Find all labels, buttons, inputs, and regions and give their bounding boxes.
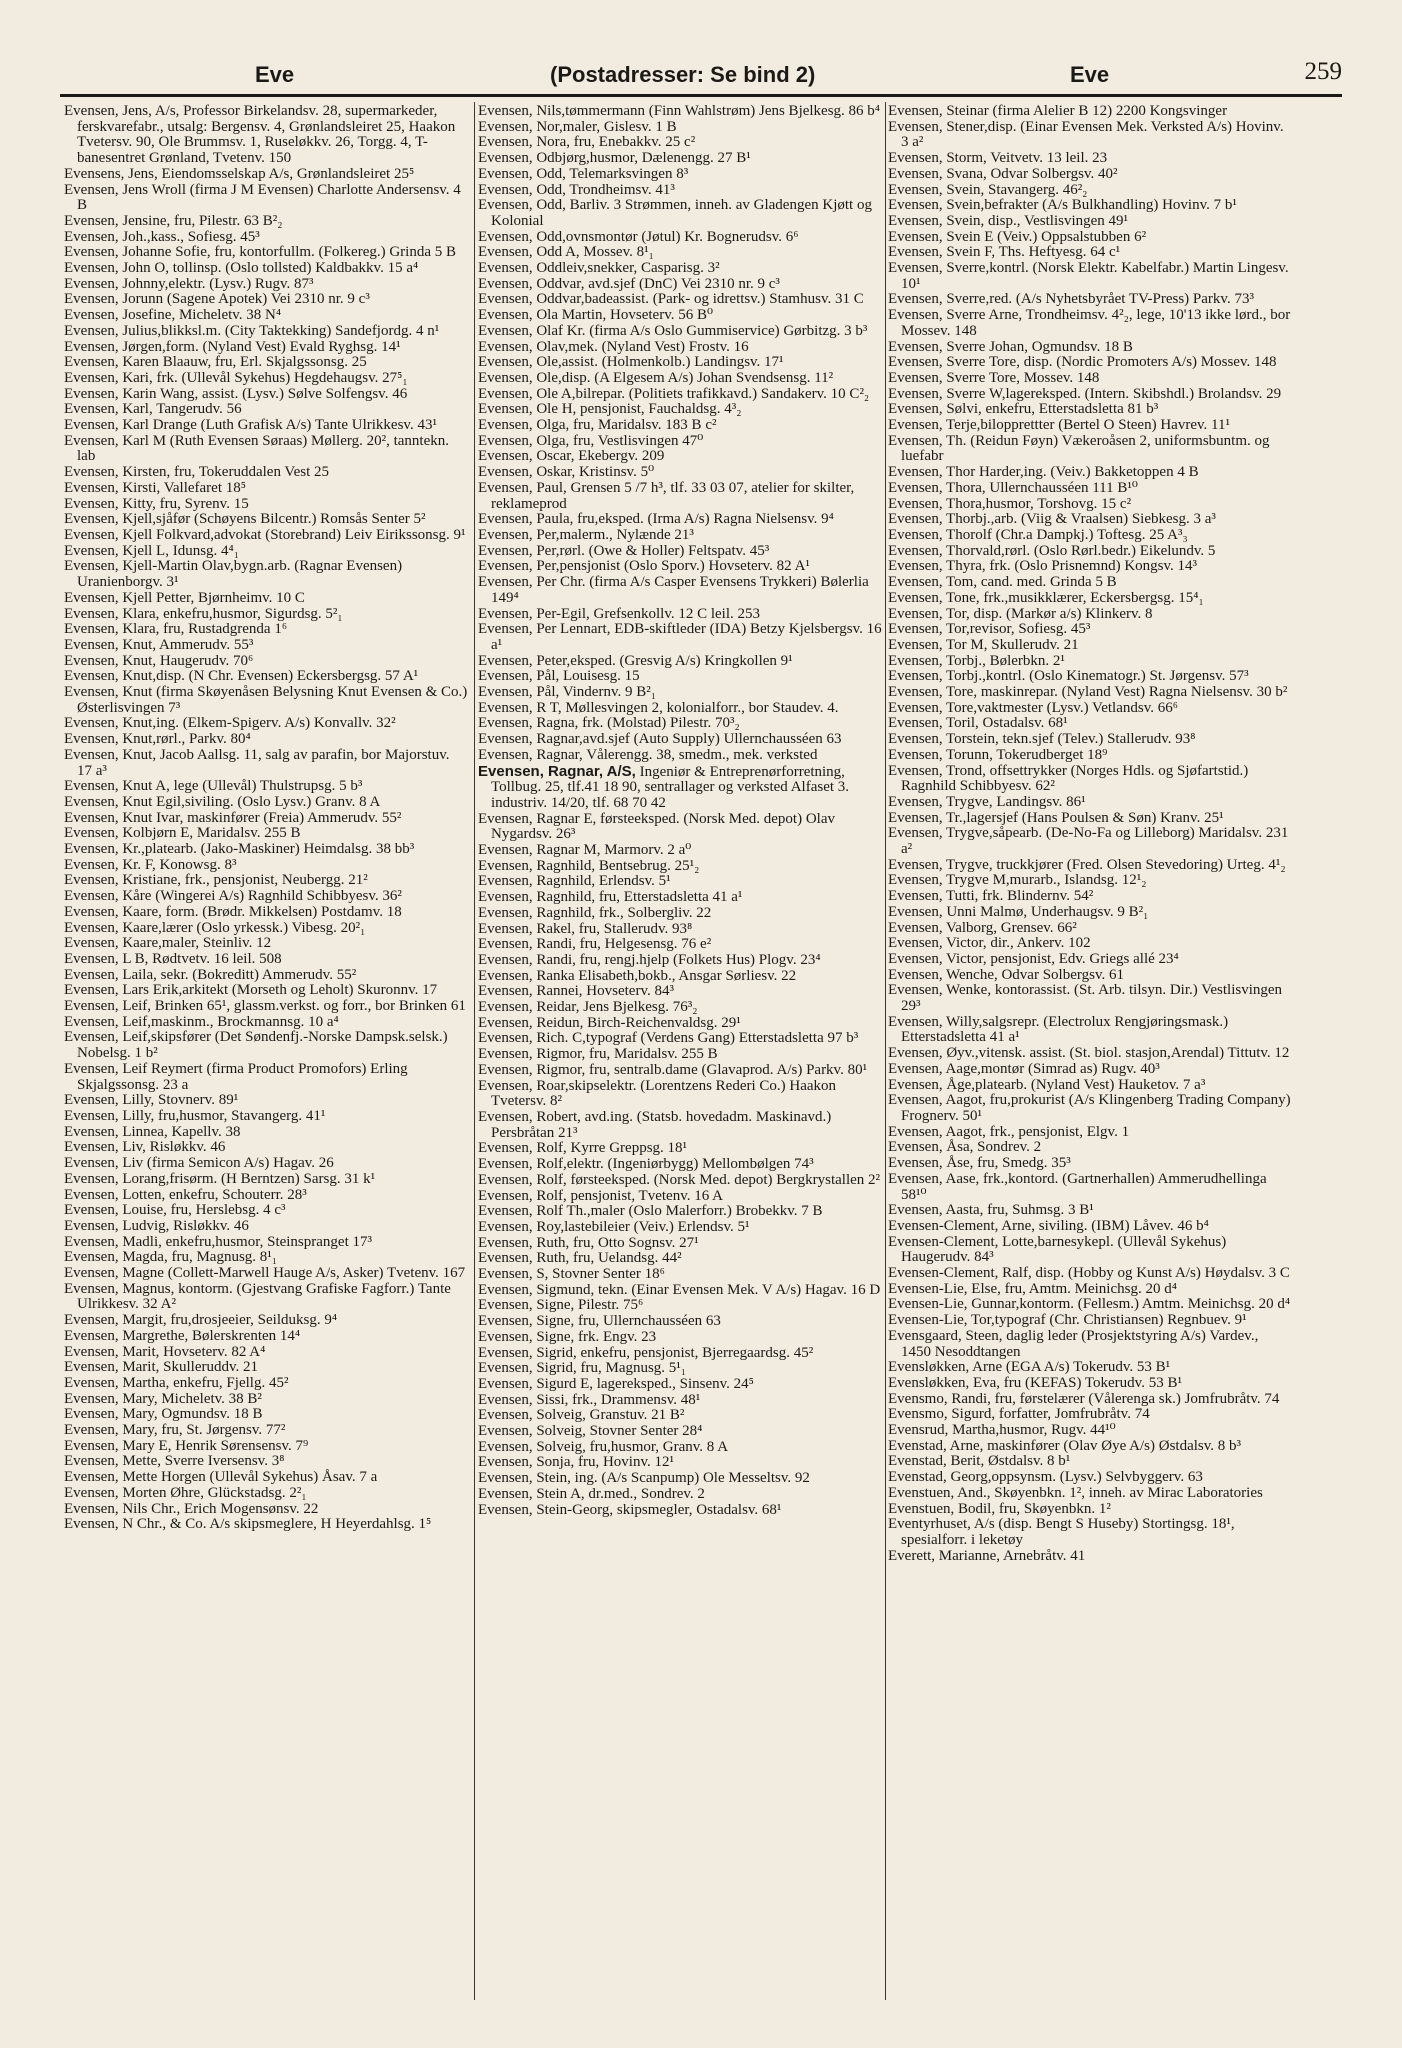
directory-entry: Evensen, Ruth, fru, Uelandsg. 44² (478, 1250, 682, 1267)
directory-entry: Evensen, Ole H, pensjonist, Fauchaldsg. 4³₂ (478, 401, 742, 418)
directory-entry: Evensen, Lilly, fru,husmor, Stavangerg. 41¹ (64, 1108, 326, 1124)
directory-entry: Evensen-Clement, Ralf, disp. (Hobby og Kunst A/s) Høydalsv. 3 C (888, 1265, 1290, 1282)
directory-entry: Evensen, Laila, sekr. (Bokreditt) Ammerudv. 55² (64, 966, 357, 983)
directory-entry: Evensen, Kåre (Wingerei A/s) Ragnhild Schibbyesv. 36² (64, 888, 402, 905)
directory-entry: Evensen, Julius,blikksl.m. (City Taktekking) Sandefjordg. 4 n¹ (64, 322, 440, 339)
directory-entry: Evensen, Randi, fru, rengj.hjelp (Folkets Hus) Plogv. 23⁴ (478, 951, 821, 968)
directory-entry: Evensen, Jensine, fru, Pilestr. 63 B²₂ (64, 212, 283, 229)
directory-entry: Evensen, Kjell,sjåfør (Schøyens Bilcentr.) Romsås Senter 5² (64, 511, 426, 528)
directory-entry: Evensen, Pål, Vindernv. 9 B²₁ (478, 684, 656, 701)
directory-entry: Evensen, Wenke, kontorassist. (St. Arb. tilsyn. Dir.) Vestlisvingen 29³ (888, 982, 1283, 1015)
directory-entry: Evensen, Signe, fru, Ullernchausséen 63 (478, 1313, 721, 1330)
directory-entry: Evensen, Svein, Stavangerg. 46²₂ (888, 181, 1088, 198)
directory-entry: Evensen, Oddvar,badeassist. (Park- og idrettsv.) Stamhusv. 31 C (478, 291, 864, 308)
directory-entry: Evensen-Clement, Arne, siviling. (IBM) Låvev. 46 b⁴ (888, 1217, 1209, 1234)
directory-entry: Evensen, Karl Drange (Luth Grafisk A/s) Tante Ulrikkesv. 43¹ (64, 417, 437, 434)
directory-entry: Evensen, Sølvi, enkefru, Etterstadsletta 81 b³ (888, 401, 1159, 418)
directory-entry: Evensen, Knut,disp. (N Chr. Evensen) Eckersbergsg. 57 A¹ (64, 668, 419, 685)
directory-entry: Evensen, Trond, offsettrykker (Norges Hdls. og Sjøfartstid.) Ragnhild Schibbyesv. 62² (888, 762, 1249, 795)
directory-entry: Evensen, Kjell Petter, Bjørnheimv. 10 C (64, 589, 305, 606)
directory-entry: Evensen, Madli, enkefru,husmor, Steinspranget 17³ (64, 1233, 372, 1250)
directory-entry: Evensen, Karin Wang, assist. (Lysv.) Sølve Solfengsv. 46 (64, 385, 408, 402)
directory-entry: Evensen, Aase, frk.,kontord. (Gartnerhallen) Ammerudhellinga 58¹⁰ (888, 1170, 1267, 1203)
directory-entry: Evensen, Ola Martin, Hovseterv. 56 B⁰ (478, 307, 713, 324)
directory-entry: Evensen, Sverre Johan, Ogmundsv. 18 B (888, 338, 1133, 355)
directory-entry: Evensen, Thora, Ullernchausséen 111 B¹⁰ (888, 479, 1138, 496)
directory-entry: Evensen, Knut,ing. (Elkem-Spigerv. A/s) Konvallv. 32² (64, 715, 396, 732)
directory-entry: Evensen, Willy,salgsrepr. (Electrolux Rengjøringsmask.) Etterstadsletta 41 a¹ (888, 1013, 1229, 1046)
directory-entry: Evensen, Knut, Jacob Aallsg. 11, salg av parafin, bor Majorstuv. 17 a³ (64, 746, 450, 779)
directory-entry: Evensen, Sissi, frk., Drammensv. 48¹ (478, 1391, 701, 1408)
directory-entry: Evensen, Reidar, Jens Bjelkesg. 76³₂ (478, 999, 698, 1016)
directory-entry: Evensen, Ranka Elisabeth,bokb., Ansgar Sørliesv. 22 (478, 967, 797, 984)
directory-entry: Evensen, Toril, Ostadalsv. 68¹ (888, 715, 1068, 732)
directory-entry: Evensen, Margrethe, Bølerskrenten 14⁴ (64, 1327, 301, 1344)
directory-entry: Evenstad, Georg,oppsynsm. (Lysv.) Selvbyggerv. 63 (888, 1469, 1203, 1486)
directory-entry: Evensen, Wenche, Odvar Solbergsv. 61 (888, 966, 1124, 983)
directory-entry: Evensen, Olga, fru, Vestlisvingen 47⁰ (478, 432, 704, 449)
directory-entry: Evensen, Kirsten, fru, Tokeruddalen Vest 25 (64, 464, 330, 481)
directory-entry: Evensen, Åsa, Sondrev. 2 (888, 1139, 1042, 1156)
directory-entry: Evensen, Rolf Th.,maler (Oslo Malerforr.) Brobekkv. 7 B (478, 1203, 823, 1220)
directory-entry: Evensen, Per-Egil, Grefsenkollv. 12 C leil. 253 (478, 605, 761, 622)
directory-entry: Evensen, Robert, avd.ing. (Statsb. hovedadm. Maskinavd.) Persbråtan 21³ (478, 1109, 832, 1141)
directory-entry: Evensen, Nora, fru, Enebakkv. 25 c² (478, 134, 696, 151)
directory-entry: Evensen, Sverre Arne, Trondheimsv. 4²₂, lege, 10'13 ikke lørd., bor Mossev. 148 (888, 307, 1291, 339)
directory-entry: Evensen, Roar,skipselektr. (Lorentzens Rederi Co.) Haakon Tvetersv. 8² (478, 1077, 837, 1110)
directory-entry: Evensen, Torbj.,kontrl. (Oslo Kinematogr.) St. Jørgensv. 57³ (888, 668, 1249, 685)
directory-entry: Evensen, Sverre Tore, Mossev. 148 (888, 369, 1100, 386)
directory-entry: Evensen, Thor Harder,ing. (Veiv.) Bakketoppen 4 B (888, 464, 1199, 481)
directory-entry: Evensen, Jens, A/s, Professor Birkelandsv. 28, supermarkeder, ferskvarefabr., utsalg: Bergensv. 4, Grønlandsleiret 25, Haakon Tvetersv. 90, Ole Brummsv. 1, Ruseløkkv. 26, Torgg. 4, T-banesentret Grønland, Tvetenv. 150 (64, 103, 456, 167)
directory-entry: Evensen, Sverre,red. (A/s Nyhetsbyrået TV-Press) Parkv. 73³ (888, 291, 1254, 308)
directory-entry: Evensen, Ragnar, Vålerengg. 38, smedm., mek. verksted (478, 746, 818, 763)
header-left-guideword: Eve (255, 62, 295, 87)
directory-entry: Evensen, Rigmor, fru, Maridalsv. 255 B (478, 1046, 718, 1063)
directory-entry: Evensen, Thorbj.,arb. (Viig & Vraalsen) Siebkesg. 3 a³ (888, 511, 1216, 528)
directory-entry: Evensen, Rolf, pensjonist, Tvetenv. 16 A (478, 1187, 723, 1204)
directory-entry: Evensen, Johnny,elektr. (Lysv.) Rugv. 87³ (64, 275, 314, 292)
directory-entry: Evensen, Svana, Odvar Solbergsv. 40² (888, 165, 1118, 182)
directory-entry: Evensen, Odd, Barliv. 3 Strømmen, inneh. av Gladengen Kjøtt og Kolonial (478, 197, 872, 229)
directory-entry: Evensen, Martha, enkefru, Fjellg. 45² (64, 1374, 289, 1391)
directory-entry: Evensen, Victor, dir., Ankerv. 102 (888, 935, 1091, 952)
directory-entry: Evensen, Ole,assist. (Holmenkolb.) Landingsv. 17¹ (478, 354, 784, 371)
directory-entry: Evensen, Svein,befrakter (A/s Bulkhandling) Hovinv. 7 b¹ (888, 197, 1237, 214)
directory-entry: Evensen, Pål, Louisesg. 15 (478, 668, 640, 685)
directory-entry: Evensen, Magnus, kontorm. (Gjestvang Grafiske Fagforr.) Tante Ulrikkesv. 32 A² (64, 1280, 451, 1313)
directory-entry: Evensen, Rakel, fru, Stallerudv. 93⁸ (478, 920, 693, 937)
directory-entry: Evensen, Mary, Ogmundsv. 18 B (64, 1406, 263, 1423)
directory-entry: Evensen, Aagot, fru,prokurist (A/s Klingenberg Trading Company) Frognerv. 50¹ (888, 1092, 1291, 1124)
directory-entry: Evenstad, Berit, Østdalsv. 8 b¹ (888, 1453, 1071, 1470)
directory-entry: Evensen, Tore,vaktmester (Lysv.) Vetlandsv. 66⁶ (888, 699, 1178, 716)
directory-entry: Evensen, Magne (Collett-Marwell Hauge A/s, Asker) Tvetenv. 167 (64, 1265, 466, 1282)
directory-entry: Evensen, Nor,maler, Gislesv. 1 B (478, 118, 677, 135)
directory-entry: Evensen, Åge,platearb. (Nyland Vest) Hauketov. 7 a³ (888, 1076, 1206, 1093)
directory-entry: Evensen, Trygve,såpearb. (De-No-Fa og Lilleborg) Maridalsv. 231 a² (888, 825, 1289, 858)
directory-entry: Evensen, Mette Horgen (Ullevål Sykehus) Åsav. 7 a (64, 1469, 378, 1486)
directory-entry: Evensen, Per,pensjonist (Oslo Sporv.) Hovseterv. 82 A¹ (478, 558, 810, 575)
directory-entry: Evensen, Ragnhild, Erlendsv. 5¹ (478, 873, 671, 890)
directory-entry: Evensen, Tor,revisor, Sofiesg. 45³ (888, 621, 1091, 638)
directory-entry: Evensen, Rannei, Hovseterv. 84³ (478, 983, 674, 1000)
directory-entry: Evensen, Roy,lastebileier (Veiv.) Erlendsv. 5¹ (478, 1218, 750, 1235)
directory-entry: Evensen, Stein-Georg, skipsmegler, Ostadalsv. 68¹ (478, 1501, 782, 1518)
directory-entry: Evensens, Jens, Eiendomsselskap A/s, Grønlandsleiret 25⁵ (64, 165, 415, 182)
directory-entry: Evensen, Stein, ing. (A/s Scanpump) Ole Messeltsv. 92 (478, 1470, 810, 1487)
directory-entry: Evensen, Steinar (firma Alelier B 12) 2200 Kongsvinger (888, 103, 1228, 119)
header-center-note: (Postadresser: Se bind 2) (550, 62, 816, 87)
directory-column-1 (64, 104, 468, 1533)
directory-entry: Evensen, Karl, Tangerudv. 56 (64, 401, 242, 418)
directory-entry: Evensen, Joh.,kass., Sofiesg. 45³ (64, 228, 260, 245)
directory-entry: Evensen, Nils,tømmermann (Finn Wahlstrøm) Jens Bjelkesg. 86 b⁴ (478, 103, 881, 119)
directory-entry: Evensen, Ruth, fru, Otto Sognsv. 27¹ (478, 1234, 699, 1251)
directory-entry: Evensen, Mary, fru, St. Jørgensv. 77² (64, 1422, 286, 1439)
directory-entry: Evensen, Liv, Risløkkv. 46 (64, 1139, 226, 1156)
directory-entry: Evensen, Rolf, Kyrre Greppsg. 18¹ (478, 1140, 688, 1157)
directory-entry: Evensen, Solveig, Stovner Senter 28⁴ (478, 1423, 703, 1440)
directory-entry: Evensen, Marit, Hovseterv. 82 A⁴ (64, 1343, 266, 1360)
directory-entry: Evensen, Kristiane, frk., pensjonist, Neubergg. 21² (64, 872, 368, 889)
directory-entry: Evensen, Ole A,bilrepar. (Politiets trafikkavd.) Sandakerv. 10 C²₂ (478, 385, 870, 402)
directory-entry: Evensen, Signe, frk. Engv. 23 (478, 1328, 657, 1345)
directory-entry: Evensen, Mary, Micheletv. 38 B² (64, 1390, 262, 1407)
directory-entry: Evensen, Josefine, Micheletv. 38 N⁴ (64, 307, 282, 324)
directory-entry: Evensen, Valborg, Grensev. 66² (888, 919, 1077, 936)
directory-entry: Evensen, Rolf,elektr. (Ingeniørbygg) Mellombølgen 74³ (478, 1156, 814, 1173)
directory-entry: Evensen, Tor, disp. (Markør a/s) Klinkerv. 8 (888, 605, 1153, 622)
directory-entry: Eventyrhuset, A/s (disp. Bengt S Huseby) Stortingsg. 18¹, spesialforr. i leketøy (888, 1516, 1235, 1548)
directory-entry: Evensen, Knut, Haugerudv. 70⁶ (64, 652, 254, 669)
directory-entry: Evensen, Knut Ivar, maskinfører (Freia) Ammerudv. 55² (64, 809, 402, 826)
directory-entry: Evensen, N Chr., & Co. A/s skipsmeglere, H Heyerdahlsg. 1⁵ (64, 1516, 432, 1533)
directory-entry: Evensen, Thorolf (Chr.a Dampkj.) Toftesg. 25 A³₃ (888, 526, 1188, 543)
directory-entry: Evensen, Ragnhild, Bentsebrug. 25¹₂ (478, 857, 700, 874)
directory-entry: Evensen, Mary E, Henrik Sørensensv. 7⁹ (64, 1437, 309, 1454)
directory-entry: Evensen, Sverre Tore, disp. (Nordic Promoters A/s) Mossev. 148 (888, 354, 1277, 371)
directory-entry: Evensen, Sigrid, enkefru, pensjonist, Bjerregaardsg. 45² (478, 1344, 814, 1361)
directory-entry: Evensen, Trygve, truckkjører (Fred. Olsen Stevedoring) Urteg. 4¹₂ (888, 856, 1286, 873)
directory-entry: Evensen, Trygve, Landingsv. 86¹ (888, 793, 1086, 810)
directory-entry: Evensen-Lie, Gunnar,kontorm. (Fellesm.) Amtm. Meinichsg. 20 d⁴ (888, 1296, 1291, 1313)
directory-entry: Evensen, Øyv.,vitensk. assist. (St. biol. stasjon,Arendal) Tittutv. 12 (888, 1045, 1290, 1062)
directory-entry: Evensen, Mette, Sverre Iversensv. 3⁸ (64, 1453, 285, 1470)
directory-entry: Evensen, Lotten, enkefru, Schouterr. 28³ (64, 1186, 307, 1203)
directory-entry: Evensen, Oddvar, avd.sjef (DnC) Vei 2310 nr. 9 c³ (478, 275, 780, 292)
directory-entry: Evensen, Odd, Trondheimsv. 41³ (478, 181, 675, 198)
directory-entry: Evensen, Trygve M,murarb., Islandsg. 12¹₂ (888, 872, 1147, 889)
directory-entry: Evensgaard, Steen, daglig leder (Prosjektstyring A/s) Vardev., 1450 Nesoddtangen (888, 1327, 1259, 1360)
directory-entry: Evensen, Kjell L, Idunsg. 4⁴₁ (64, 542, 240, 559)
directory-entry: Evensen, Paul, Grensen 5 /7 h³, tlf. 33 03 07, atelier for skilter, reklameprod (478, 479, 855, 512)
directory-entry: Evensen, Ragnar E, førsteeksped. (Norsk Med. depot) Olav Nygardsv. 26³ (478, 810, 835, 843)
directory-entry: Evenstuen, And., Skøyenbkn. 1², inneh. av Mirac Laboratories (888, 1484, 1263, 1501)
directory-entry: Evensen, Stein A, dr.med., Sondrev. 2 (478, 1485, 705, 1502)
directory-entry: Evensen, Åse, fru, Smedg. 35³ (888, 1155, 1071, 1172)
directory-entry: Evensen, Victor, pensjonist, Edv. Griegs allé 23⁴ (888, 950, 1179, 967)
directory-entry: Evensen, Aagot, frk., pensjonist, Elgv. 1 (888, 1123, 1130, 1140)
directory-entry: Evensen, Th. (Reidun Føyn) Vækeroåsen 2, uniformsbuntm. og luefabr (888, 432, 1270, 465)
directory-entry: Evensen, Thorvald,rørl. (Oslo Rørl.bedr.) Eikelundv. 5 (888, 542, 1216, 559)
directory-entry: Evensen, Ragna, frk. (Molstad) Pilestr. 70³₂ (478, 715, 740, 732)
directory-entry: Evensen, Per,rørl. (Owe & Holler) Feltspatv. 45³ (478, 542, 770, 559)
directory-entry: Evensen, Stener,disp. (Einar Evensen Mek. Verksted A/s) Hovinv. 3 a² (888, 118, 1284, 151)
directory-entry: Evensen, Nils Chr., Erich Mogensønsv. 22 (64, 1500, 319, 1517)
directory-entry: Evensen, Olaf Kr. (firma A/s Oslo Gummiservice) Gørbitzg. 3 b³ (478, 322, 868, 339)
directory-entry: Evensen, S, Stovner Senter 18⁶ (478, 1266, 665, 1283)
directory-entry: Evensen, Tutti, frk. Blindernv. 54² (888, 888, 1094, 905)
column-divider (885, 102, 886, 2000)
directory-entry: Evensen, Sigrid, fru, Magnusg. 5¹₁ (478, 1360, 687, 1377)
directory-entry: Evensmo, Sigurd, forfatter, Jomfrubråtv. 74 (888, 1406, 1150, 1423)
directory-entry: Evensen, Tor M, Skullerudv. 21 (888, 636, 1079, 653)
directory-entry: Evenstad, Arne, maskinfører (Olav Øye A/s) Østdalsv. 8 b³ (888, 1437, 1242, 1454)
directory-entry: Evensen, Per,malerm., Nylænde 21³ (478, 526, 694, 543)
directory-entry: Evensen, Solveig, Granstuv. 21 B² (478, 1407, 685, 1424)
directory-entry: Evensen, Leif,skipsfører (Det Søndenfj.-Norske Dampsk.selsk.) Nobelsg. 1 b² (64, 1029, 448, 1062)
directory-entry: Evensen, Kitty, fru, Syrenv. 15 (64, 495, 249, 512)
directory-entry: Evensen, Margit, fru,drosjeeier, Seilduksg. 9⁴ (64, 1312, 338, 1329)
directory-entry: Evensløkken, Arne (EGA A/s) Tokerudv. 53 B¹ (888, 1359, 1171, 1376)
directory-entry: Evensen, Olga, fru, Maridalsv. 183 B c² (478, 417, 717, 434)
directory-entry: Evensen, Signe, Pilestr. 75⁶ (478, 1297, 644, 1314)
directory-entry: Evensløkken, Eva, fru (KEFAS) Tokerudv. 53 B¹ (888, 1374, 1182, 1391)
directory-entry: Evensen, Klara, fru, Rustadgrenda 1⁶ (64, 621, 288, 638)
directory-entry: Evensen, Thyra, frk. (Oslo Prisnemnd) Kongsv. 14³ (888, 558, 1198, 575)
directory-entry: Everett, Marianne, Arnebråtv. 41 (888, 1547, 1086, 1564)
directory-entry: Evensen, Terje,bilopprettter (Bertel O Steen) Havrev. 11¹ (888, 417, 1230, 434)
directory-entry: Evensen, Magda, fru, Magnusg. 8¹₁ (64, 1249, 278, 1266)
directory-entry: Evensen, Randi, fru, Helgesensg. 76 e² (478, 936, 712, 953)
directory-entry: Evensen, Torstein, tekn.sjef (Telev.) Stallerudv. 93⁸ (888, 731, 1196, 748)
directory-entry: Evensen, Ragnar, A/S, Ingeniør & Entreprenørforretning, Tollbug. 25, tlf.41 18 90, sentrallager og verksted Alfaset 3. industriv. 14/20, tlf. 68 70 42 (478, 762, 850, 811)
directory-entry: Evensen, Karen Blaauw, fru, Erl. Skjalgssonsg. 25 (64, 354, 367, 371)
directory-entry: Evensen, Ragnhild, fru, Etterstadsletta 41 a¹ (478, 889, 743, 906)
directory-entry: Evensen-Clement, Lotte,barnesykepl. (Ullevål Sykehus) Haugerudv. 84³ (888, 1233, 1227, 1266)
directory-entry: Evensen, Sverre,kontrl. (Norsk Elektr. Kabelfabr.) Martin Lingesv. 10¹ (888, 260, 1289, 292)
directory-entry: Evensen, R T, Møllesvingen 2, kolonialforr., bor Staudev. 4. (478, 699, 839, 716)
directory-entry: Evensen, Solveig, fru,husmor, Granv. 8 A (478, 1438, 729, 1455)
directory-entry: Evensen, Svein, disp., Vestlisvingen 49¹ (888, 212, 1129, 229)
directory-entry: Evensen, Peter,eksped. (Gresvig A/s) Kringkollen 9¹ (478, 652, 793, 669)
directory-entry: Evensen, Knut Egil,siviling. (Oslo Lysv.) Granv. 8 A (64, 793, 381, 810)
directory-entry: Evensen, Per Chr. (firma A/s Casper Evensens Trykkeri) Bølerlia 149⁴ (478, 574, 869, 606)
directory-entry: Evensen, Liv (firma Semicon A/s) Hagav. 26 (64, 1155, 334, 1172)
directory-entry: Evensen-Lie, Else, fru, Amtm. Meinichsg. 20 d⁴ (888, 1280, 1177, 1297)
directory-entry: Evensen, Kr. F, Konowsg. 8³ (64, 856, 237, 873)
directory-entry: Evensen, Knut A, lege (Ullevål) Thulstrupsg. 5 b³ (64, 778, 363, 795)
directory-entry: Evensen, Knut,rørl., Parkv. 80⁴ (64, 731, 251, 748)
directory-entry: Evensen, Torbj., Bølerbkn. 2¹ (888, 652, 1065, 669)
directory-entry: Evensen, Tr.,lagersjef (Hans Poulsen & Søn) Kranv. 25¹ (888, 809, 1224, 826)
directory-entry: Evensen, Jorunn (Sagene Apotek) Vei 2310 nr. 9 c³ (64, 291, 370, 308)
directory-entry: Evensen, Aage,montør (Simrad as) Rugv. 40³ (888, 1060, 1160, 1077)
directory-entry: Evensen, Leif,maskinm., Brockmannsg. 10 a⁴ (64, 1013, 339, 1030)
directory-entry: Evensen, Per Lennart, EDB-skiftleder (IDA) Betzy Kjelsbergsv. 16 a¹ (478, 621, 882, 653)
directory-entry: Evensen, Sonja, fru, Hovinv. 12¹ (478, 1454, 674, 1471)
directory-entry: Evensen, Kari, frk. (Ullevål Sykehus) Hegdehaugsv. 27⁵₁ (64, 369, 408, 386)
directory-entry: Evensen, Tom, cand. med. Grinda 5 B (888, 574, 1117, 591)
directory-entry: Evensen, Kirsti, Vallefaret 18⁵ (64, 479, 246, 496)
directory-entry: Evensen, Linnea, Kapellv. 38 (64, 1123, 241, 1140)
directory-entry: Evensen, Kolbjørn E, Maridalsv. 255 B (64, 825, 301, 842)
directory-entry: Evensen-Lie, Tor,typograf (Chr. Christiansen) Regnbuev. 9¹ (888, 1312, 1247, 1329)
directory-entry: Evensen, Kaare,lærer (Oslo yrkessk.) Vibesg. 20²₁ (64, 919, 366, 936)
directory-entry: Evensen, Svein F, Ths. Heftyesg. 64 c¹ (888, 244, 1121, 261)
directory-entry: Evensen, Kaare,maler, Steinliv. 12 (64, 935, 272, 952)
directory-entry: Evensen, Rolf, førsteeksped. (Norsk Med. depot) Bergkrystallen 2² (478, 1171, 881, 1188)
directory-entry: Evensen, Kr.,platearb. (Jako-Maskiner) Heimdalsg. 38 bb³ (64, 841, 415, 858)
directory-entry: Evensen, Klara, enkefru,husmor, Sigurdsg. 5²₁ (64, 605, 343, 622)
directory-entry: Evensen, Ludvig, Risløkkv. 46 (64, 1217, 249, 1234)
directory-entry: Evensen, Rigmor, fru, sentralb.dame (Glavaprod. A/s) Parkv. 80¹ (478, 1061, 868, 1078)
directory-column-3 (888, 104, 1292, 1564)
directory-entry: Evensen, Ragnhild, frk., Solbergliv. 22 (478, 904, 712, 921)
directory-entry: Evensen, Kjell-Martin Olav,bygn.arb. (Ragnar Evensen) Uranienborgv. 3¹ (64, 558, 403, 591)
directory-entry: Evensen, Svein E (Veiv.) Oppsalstubben 6² (888, 228, 1147, 245)
column-divider (474, 102, 475, 2000)
directory-entry: Evensen, Storm, Veitvetv. 13 leil. 23 (888, 150, 1108, 167)
directory-entry: Evensen, Ragnar,avd.sjef (Auto Supply) Ullernchausséen 63 (478, 731, 842, 748)
directory-entry: Evensen, Oddleiv,snekker, Casparisg. 3² (478, 260, 720, 277)
directory-entry: Evensen, Thora,husmor, Torshovg. 15 c² (888, 495, 1132, 512)
directory-entry: Evensen, Reidun, Birch-Reichenvaldsg. 29¹ (478, 1014, 741, 1031)
directory-entry: Evensen, Leif Reymert (firma Product Promofors) Erling Skjalgssonsg. 23 a (64, 1060, 408, 1093)
header-right-guideword: Eve (1070, 62, 1110, 87)
directory-entry: Evensen, Kaare, form. (Brødr. Mikkelsen) Postdamv. 18 (64, 903, 402, 920)
directory-entry: Evensen, Torunn, Tokerudberget 18⁹ (888, 746, 1108, 763)
directory-entry: Evensen, Lorang,frisørm. (H Berntzen) Sarsg. 31 k¹ (64, 1170, 376, 1187)
directory-column-2 (478, 104, 882, 1518)
directory-entry: Evensen, Leif, Brinken 65¹, glassm.verkst. og forr., bor Brinken 61 (64, 998, 466, 1015)
directory-entry: Evensen, Sigmund, tekn. (Einar Evensen Mek. V A/s) Hagav. 16 D (478, 1281, 881, 1298)
directory-entry: Evensen, Odd,ovnsmontør (Jøtul) Kr. Bognerudsv. 6⁶ (478, 228, 799, 245)
directory-entry: Evensen, John O, tollinsp. (Oslo tollsted) Kaldbakkv. 15 a⁴ (64, 260, 419, 277)
directory-entry: Evensen, Odd, Telemarksvingen 8³ (478, 165, 689, 182)
directory-entry: Evensen, Louise, fru, Herslebsg. 4 c³ (64, 1202, 286, 1219)
directory-entry: Evensrud, Martha,husmor, Rugv. 44¹⁰ (888, 1422, 1116, 1439)
directory-entry: Evensen, Tone, frk.,musikklærer, Eckersbergsg. 15⁴₁ (888, 589, 1204, 606)
page-number: 259 (1304, 58, 1342, 85)
directory-entry: Evensen, Aasta, fru, Suhmsg. 3 B¹ (888, 1202, 1094, 1219)
header-rule (60, 94, 1342, 97)
directory-entry: Evensen, Johanne Sofie, fru, kontorfullm. (Folkereg.) Grinda 5 B (64, 244, 456, 261)
directory-entry: Evensen, Odbjørg,husmor, Dælenengg. 27 B¹ (478, 150, 751, 167)
directory-entry: Evensen, Jens Wroll (firma J M Evensen) Charlotte Andersensv. 4 B (64, 181, 461, 214)
directory-entry: Evensmo, Randi, fru, førstelærer (Vålerenga sk.) Jomfrubråtv. 74 (888, 1390, 1280, 1407)
directory-entry: Evensen, Sverre W,lagereksped. (Intern. Skibshdl.) Brolandsv. 29 (888, 385, 1282, 402)
directory-entry: Evensen, Marit, Skulleruddv. 21 (64, 1359, 258, 1376)
directory-entry: Evensen, Paula, fru,eksped. (Irma A/s) Ragna Nielsensv. 9⁴ (478, 511, 834, 528)
directory-entry: Evensen, Knut, Ammerudv. 55³ (64, 636, 254, 653)
directory-entry: Evensen, Lilly, Stovnerv. 89¹ (64, 1092, 239, 1109)
directory-entry: Evensen, Morten Øhre, Glückstadsg. 2²₁ (64, 1484, 307, 1501)
directory-entry: Evensen, Lars Erik,arkitekt (Morseth og Leholt) Skuronnv. 17 (64, 982, 438, 999)
directory-entry: Evensen, Olav,mek. (Nyland Vest) Frostv. 16 (478, 338, 749, 355)
directory-entry: Evensen, Rich. C,typograf (Verdens Gang) Etterstadsletta 97 b³ (478, 1030, 859, 1047)
directory-entry: Evensen, Ole,disp. (A Elgesem A/s) Johan Svendsensg. 11² (478, 369, 834, 386)
directory-entry: Evensen, Karl M (Ruth Evensen Søraas) Møllerg. 20², tanntekn. lab (64, 432, 449, 465)
directory-entry: Evensen, Unni Malmø, Underhaugsv. 9 B²₁ (888, 903, 1149, 920)
directory-entry: Evensen, Odd A, Mossev. 8¹₁ (478, 244, 654, 261)
directory-entry: Evensen, Kjell Folkvard,advokat (Storebrand) Leiv Eirikssonsg. 9¹ (64, 526, 466, 543)
directory-entry: Evensen, Oscar, Ekebergv. 209 (478, 448, 665, 465)
page-header (60, 56, 1342, 90)
directory-entry: Evensen, Ragnar M, Marmorv. 2 a⁰ (478, 842, 692, 859)
directory-entry: Evensen, Knut (firma Skøyenåsen Belysning Knut Evensen & Co.) Østerlisvingen 7³ (64, 684, 468, 716)
directory-entry: Evensen, L B, Rødtvetv. 16 leil. 508 (64, 950, 282, 967)
directory-entry: Evenstuen, Bodil, fru, Skøyenbkn. 1² (888, 1500, 1111, 1517)
directory-entry: Evensen, Sigurd E, lagereksped., Sinsenv. 24⁵ (478, 1375, 754, 1392)
directory-entry: Evensen, Jørgen,form. (Nyland Vest) Evald Ryghsg. 14¹ (64, 338, 401, 355)
directory-entry: Evensen, Oskar, Kristinsv. 5⁰ (478, 464, 655, 481)
directory-entry: Evensen, Tore, maskinrepar. (Nyland Vest) Ragna Nielsensv. 30 b² (888, 684, 1288, 701)
